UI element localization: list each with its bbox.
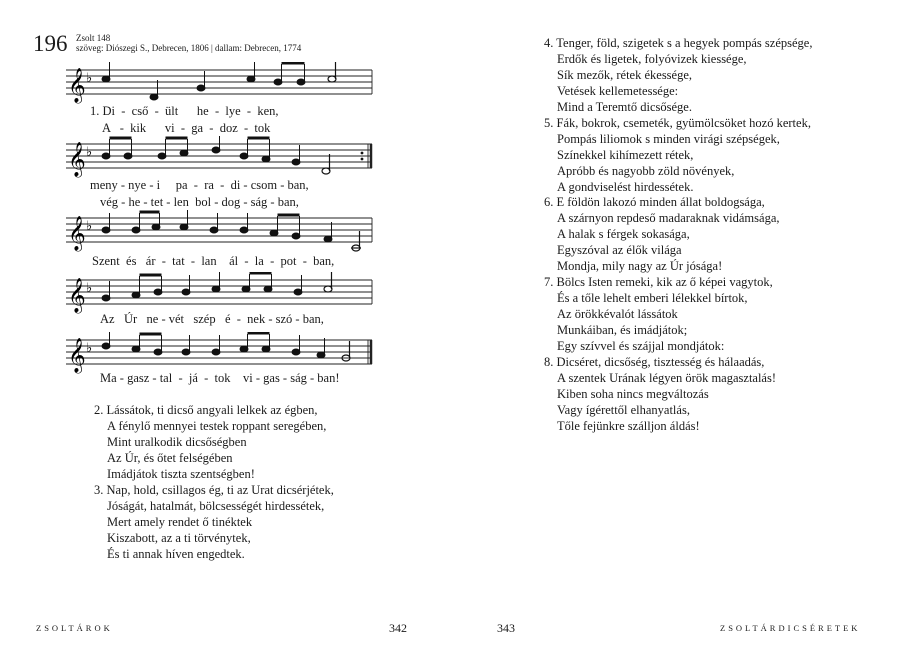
verse-line: Jóságát, hatalmát, bölcsességét hirdessétek, — [107, 499, 325, 513]
treble-clef-icon: 𝄞 — [68, 68, 86, 103]
verse-line: A szárnyon repdeső madaraknak vidámsága, — [557, 211, 780, 225]
psalm-title: Zsolt 148 — [76, 33, 111, 43]
verse-line: Mondja, mily nagy az Úr jósága! — [557, 259, 723, 273]
verse-line: 2. Lássátok, ti dicső angyali lelkek az égben, — [94, 403, 318, 417]
music-staff-4 — [66, 272, 376, 314]
left-page — [0, 0, 453, 665]
verse-line: 4. Tenger, föld, szigetek s a hegyek pompás szépsége, — [544, 36, 813, 50]
lyric-line-2: A - kik vi - ga - doz - tok — [102, 121, 271, 135]
verse-line: Erdők és ligetek, folyóvizek kiessége, — [557, 52, 747, 66]
verse-line: A szentek Urának légyen örök magasztalás! — [557, 371, 777, 385]
lyric-line-5: Szent és ár - tat - lan ál - la - pot - ban, — [92, 254, 335, 268]
music-staff-5 — [66, 332, 376, 374]
verse-4 — [544, 35, 812, 115]
verse-6 — [544, 194, 780, 274]
right-page — [454, 0, 907, 665]
lyric-line-7: Ma - gasz - tal - já - tok vi - gas - ság - ban! — [100, 371, 340, 385]
verse-line: Apróbb és nagyobb zöld növények, — [557, 164, 735, 178]
verse-line: Imádjátok tiszta szentségben! — [107, 467, 255, 481]
footer-right-label: ZSOLTÁRDICSÉRETEK — [720, 623, 861, 633]
svg-text:♭: ♭ — [86, 145, 93, 160]
verse-line: Vagy ígérettől elhanyatlás, — [557, 403, 690, 417]
verse-line: Kiszabott, az a ti törvénytek, — [107, 531, 251, 545]
verse-line: És ti annak híven engedtek. — [107, 547, 245, 561]
verse-line: Tőle fejünkre szálljon áldás! — [557, 419, 700, 433]
treble-clef-icon: 𝄞 — [68, 278, 86, 313]
lyric-line-1: 1. Di - cső - ült he - lye - ken, — [90, 104, 279, 118]
verse-line: Egyszóval az élők világa — [557, 243, 682, 257]
verse-line: És a tőle lehelt emberi lélekkel bírtok, — [557, 291, 748, 305]
verse-line: A fénylő mennyei testek roppant seregében, — [107, 419, 327, 433]
verse-line: 8. Dicséret, dicsőség, tisztesség és hálaadás, — [544, 355, 765, 369]
music-staff-1 — [66, 62, 376, 104]
lyric-line-6: Az Úr ne - vét szép é - nek - szó - ban, — [100, 312, 324, 326]
verse-5 — [544, 115, 811, 195]
treble-clef-icon: 𝄞 — [68, 216, 86, 251]
lyric-line-3: meny - nye - i pa - ra - di - csom - ban, — [90, 178, 309, 192]
verse-line: Az Úr, és őtet felségében — [107, 451, 233, 465]
svg-text:♭: ♭ — [86, 219, 93, 234]
right-page-number: 343 — [497, 621, 515, 635]
svg-text:♭: ♭ — [86, 71, 93, 86]
verse-7 — [544, 274, 773, 354]
lyric-line-4: vég - he - tet - len bol - dog - ság - ban, — [100, 195, 299, 209]
verse-8 — [544, 354, 776, 434]
verse-line: Egy szívvel és szájjal mondjátok: — [557, 339, 725, 353]
verse-line: Színekkel kihímezett rétek, — [557, 148, 694, 162]
left-page-number: 342 — [389, 621, 407, 635]
svg-text:♭: ♭ — [86, 281, 93, 296]
verse-line: 5. Fák, bokrok, csemeték, gyümölcsöket hozó kertek, — [544, 116, 811, 130]
verse-line: 3. Nap, hold, csillagos ég, ti az Urat dicsérjétek, — [94, 483, 334, 497]
verse-line: A halak s férgek sokasága, — [557, 227, 690, 241]
verse-line: Mint uralkodik dicsőségben — [107, 435, 247, 449]
verse-line: Mind a Teremtő dicsősége. — [557, 100, 692, 114]
verse-line: A gondviselést hirdessétek. — [557, 180, 694, 194]
verse-line: Kiben soha nincs megváltozás — [557, 387, 709, 401]
treble-clef-icon: 𝄞 — [68, 142, 86, 177]
verse-line: Mert amely rendet ő tinéktek — [107, 515, 253, 529]
verse-line: 6. E földön lakozó minden állat boldogsága, — [544, 195, 765, 209]
psalm-header — [76, 33, 301, 53]
verse-line: 7. Bölcs Isten remeki, kik az ő képei vagytok, — [544, 275, 773, 289]
psalm-credits: szöveg: Diószegi S., Debrecen, 1806 | dallam: Debrecen, 1774 — [76, 43, 302, 53]
treble-clef-icon: 𝄞 — [68, 338, 86, 373]
verse-line: Sík mezők, rétek ékessége, — [557, 68, 693, 82]
music-staff-3 — [66, 210, 376, 252]
verse-line: Vetések kellemetessége: — [557, 84, 679, 98]
music-staff-2 — [66, 136, 376, 178]
psalm-number: 196 — [33, 31, 68, 56]
verse-line: Az örökkévalót lássátok — [557, 307, 678, 321]
svg-text:♭: ♭ — [86, 341, 93, 356]
verse-2 — [94, 402, 326, 482]
footer-left-label: ZSOLTÁROK — [36, 623, 113, 633]
verse-line: Pompás liliomok s minden virági szépségek, — [557, 132, 780, 146]
verse-3 — [94, 482, 334, 562]
verse-line: Munkáiban, és imádjátok; — [557, 323, 688, 337]
